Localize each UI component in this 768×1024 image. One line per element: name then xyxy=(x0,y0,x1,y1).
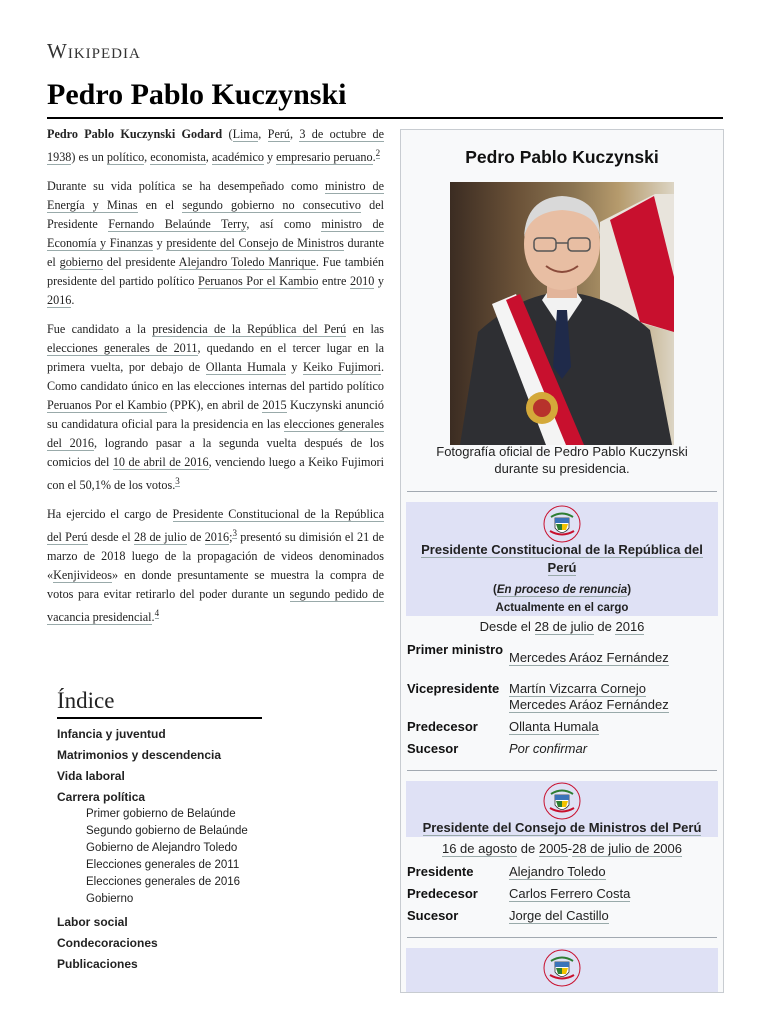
row-label: Predecesor xyxy=(407,719,478,734)
toc-heading: Índice xyxy=(57,688,262,719)
link-kenjivideos[interactable]: Kenjivideos xyxy=(53,568,112,583)
link-28-julio-2006[interactable]: 28 de julio de 2006 xyxy=(572,841,682,856)
text: en el xyxy=(137,198,183,213)
row-value: Por confirmar xyxy=(509,741,588,756)
term-dates xyxy=(406,619,718,634)
current-status: Actualmente en el cargo xyxy=(495,602,629,614)
link-vacancia[interactable]: segundo pedido de vacancia presidencial xyxy=(47,587,385,625)
link-politico[interactable]: político xyxy=(106,150,145,165)
row-value-link[interactable]: Mercedes Aráoz Fernández xyxy=(509,697,669,712)
text: del presidente xyxy=(102,255,179,270)
wikipedia-wordmark[interactable]: Wikipedia xyxy=(47,39,141,63)
text: . Como candidato único en las elecciones internas del partido político xyxy=(47,360,385,394)
row-value-link[interactable]: Mercedes Aráoz Fernández xyxy=(509,650,669,665)
official-portrait-image[interactable] xyxy=(450,182,674,445)
link-2010[interactable]: 2010 xyxy=(349,274,375,289)
toc-item[interactable]: Labor social xyxy=(57,915,128,929)
resignation-link[interactable]: En proceso de renuncia xyxy=(496,584,628,596)
text: durante el xyxy=(47,236,385,270)
link-elecciones-2016[interactable]: elecciones generales del 2016 xyxy=(47,417,384,451)
row-value-link[interactable]: Jorge del Castillo xyxy=(509,908,609,923)
text: , logrando pasar a la segunda vuelta después de los comicios del xyxy=(47,436,384,470)
text: y xyxy=(374,274,385,289)
toc-item[interactable]: Publicaciones xyxy=(57,957,138,971)
peru-coat-of-arms-icon xyxy=(542,948,582,988)
toc-item[interactable]: Matrimonios y descendencia xyxy=(57,748,222,762)
link-academico[interactable]: académico xyxy=(211,150,264,165)
row-value-link[interactable]: Martín Vizcarra Cornejo xyxy=(509,681,647,696)
link-16-agosto[interactable]: 16 de agosto xyxy=(441,841,518,856)
text: . xyxy=(71,293,75,308)
reference-link[interactable]: 3 xyxy=(175,476,180,487)
toc-item[interactable]: Condecoraciones xyxy=(57,936,158,950)
link-keiko[interactable]: Keiko Fujimori xyxy=(302,360,381,375)
toc-item-label[interactable]: Carrera política xyxy=(57,790,146,804)
page-title: Pedro Pablo Kuczynski xyxy=(47,78,347,111)
text: , xyxy=(205,150,212,165)
link-ministro-economia[interactable]: ministro de Economía y Finanzas xyxy=(47,217,384,251)
row-label: Sucesor xyxy=(407,741,459,756)
link-ppk[interactable]: Peruanos Por el Kambio xyxy=(198,274,319,289)
infobox-row-vice-president xyxy=(407,681,719,715)
text: » en donde presuntamente se muestra la compra de votos para evitar retirarlo del poder durante un xyxy=(47,568,384,602)
office-header-president xyxy=(406,502,718,616)
toc-item xyxy=(57,787,267,908)
office-header-pcm xyxy=(406,781,718,837)
link-presidencia[interactable]: presidencia de la República del Perú xyxy=(152,322,347,337)
row-label: Presidente xyxy=(407,864,474,879)
toc-item[interactable]: Vida laboral xyxy=(57,769,125,783)
text: ( xyxy=(222,127,233,141)
candidacy-paragraph xyxy=(47,320,384,495)
link-elecciones-2011[interactable]: elecciones generales de 2011 xyxy=(47,341,198,356)
text: - xyxy=(567,841,573,856)
row-value-link[interactable]: Ollanta Humala xyxy=(509,719,599,734)
row-label: Sucesor xyxy=(407,908,459,923)
link-2016[interactable]: 2016 xyxy=(615,619,645,634)
text: desde el xyxy=(87,530,134,545)
toc-subitem[interactable]: Elecciones generales de 2011 xyxy=(86,859,240,871)
toc-subitem[interactable]: Gobierno de Alejandro Toledo xyxy=(86,842,238,854)
portrait-caption: Fotografía oficial de Pedro Pablo Kuczynski durante su presidencia. xyxy=(436,444,688,476)
text: ) xyxy=(627,584,632,596)
link-2005[interactable]: 2005 xyxy=(538,841,568,856)
link-10-abril[interactable]: 10 de abril de 2016 xyxy=(112,455,209,470)
article-body xyxy=(47,125,384,637)
row-label: Predecesor xyxy=(407,886,478,901)
link-ministro-energia[interactable]: ministro de Energía y Minas xyxy=(47,179,384,213)
link-lima[interactable]: Lima xyxy=(232,127,259,141)
text: , xyxy=(258,127,268,141)
link-birthdate[interactable]: 3 de octubre de 1938 xyxy=(47,127,385,165)
toc-sublist xyxy=(57,806,267,908)
text: . xyxy=(372,150,376,165)
link-2016[interactable]: 2016 xyxy=(204,530,230,545)
toc-list xyxy=(57,724,267,975)
text: , así como xyxy=(246,217,322,232)
intro-paragraph xyxy=(47,125,384,167)
text: , xyxy=(290,127,300,141)
text: Desde el xyxy=(479,619,535,634)
subject-name: Pedro Pablo Kuczynski Godard xyxy=(47,127,223,141)
link-segundo-gobierno[interactable]: segundo gobierno no consecutivo xyxy=(182,198,361,213)
text: Ha ejercido el cargo de xyxy=(47,507,173,522)
infobox-divider xyxy=(407,937,717,938)
toc-subitem[interactable]: Segundo gobierno de Belaúnde xyxy=(86,825,248,837)
text: ) es un xyxy=(71,150,107,165)
text: en las xyxy=(346,322,384,337)
text: entre xyxy=(318,274,350,289)
text: de xyxy=(186,530,205,545)
link-consejo-ministros[interactable]: presidente del Consejo de Ministros xyxy=(166,236,344,251)
link-2015[interactable]: 2015 xyxy=(262,398,287,413)
link-economista[interactable]: economista xyxy=(150,150,206,165)
table-of-contents xyxy=(57,688,267,975)
reference-link[interactable]: 2 xyxy=(375,148,381,158)
text: . xyxy=(151,610,155,625)
link-gobierno[interactable]: gobierno xyxy=(59,255,103,270)
infobox-divider xyxy=(407,770,717,771)
text: de xyxy=(593,619,616,634)
row-value-link[interactable]: Alejandro Toledo xyxy=(509,864,606,879)
link-peru[interactable]: Perú xyxy=(267,127,291,141)
text: , venciendo luego a Keiko Fujimori con el 50,1% de los votos. xyxy=(47,455,385,493)
infobox xyxy=(400,129,724,993)
text: presentó su dimisión el 21 de marzo de 2018 luego de la propagación de videos denominados « xyxy=(47,530,384,583)
title-divider xyxy=(47,117,723,119)
term-dates xyxy=(406,841,718,856)
link-toledo[interactable]: Alejandro Toledo Manrique xyxy=(178,255,316,270)
infobox-row-prime-minister xyxy=(407,641,719,675)
presidency-paragraph xyxy=(47,505,384,627)
text: del Presidente xyxy=(47,198,384,232)
row-value-link[interactable]: Carlos Ferrero Costa xyxy=(509,886,631,901)
peru-coat-of-arms-icon xyxy=(542,781,582,821)
link-28-julio[interactable]: 28 de julio xyxy=(534,619,594,634)
link-belaunde[interactable]: Fernando Belaúnde Terry xyxy=(108,217,247,232)
peru-coat-of-arms-icon xyxy=(542,504,582,544)
text: Fue candidato a la xyxy=(47,322,153,337)
toc-subitem[interactable]: Primer gobierno de Belaúnde xyxy=(86,808,236,820)
text: y xyxy=(153,236,167,251)
infobox-divider xyxy=(407,491,717,492)
text: (PPK), en abril de xyxy=(166,398,263,413)
toc-subitem[interactable]: Elecciones generales de 2016 xyxy=(86,876,241,888)
text: , xyxy=(144,150,151,165)
row-label: Primer ministro xyxy=(407,642,504,657)
reference-link[interactable]: 3 xyxy=(232,528,237,539)
text: de xyxy=(517,841,539,856)
infobox-title: Pedro Pablo Kuczynski xyxy=(465,147,659,167)
text: Kuczynski anunció su candidatura oficial para la presidencia en las xyxy=(47,398,384,432)
link-2016[interactable]: 2016 xyxy=(47,293,72,308)
text: y xyxy=(285,360,303,375)
office-header-next xyxy=(406,948,718,993)
link-humala[interactable]: Ollanta Humala xyxy=(205,360,286,375)
text: y xyxy=(263,150,277,165)
row-label: Vicepresidente xyxy=(407,681,500,696)
link-empresario[interactable]: empresario peruano xyxy=(276,150,373,165)
text: ; xyxy=(229,530,233,545)
toc-item[interactable]: Infancia y juventud xyxy=(57,727,166,741)
text: , quedando en el tercer lugar en la primera vuelta, por debajo de xyxy=(47,341,384,375)
text: Durante su vida política se ha desempeñado como xyxy=(47,179,325,194)
text: ( xyxy=(492,584,497,596)
link-28-julio[interactable]: 28 de julio xyxy=(133,530,187,545)
portrait-illustration xyxy=(450,182,674,445)
link-ppk[interactable]: Peruanos Por el Kambio xyxy=(47,398,167,413)
office-title-link[interactable]: Presidente Constitucional de la República del Perú xyxy=(421,542,703,575)
career-paragraph xyxy=(47,177,384,310)
toc-subitem[interactable]: Gobierno xyxy=(86,893,134,905)
office-title-link[interactable]: Presidente del Consejo de Ministros del Perú xyxy=(422,820,702,835)
reference-link[interactable]: 4 xyxy=(154,608,160,619)
link-presidente-constitucional[interactable]: Presidente Constitucional de la República del Perú xyxy=(47,507,384,545)
text: . Fue también presidente del partido político xyxy=(47,255,385,289)
